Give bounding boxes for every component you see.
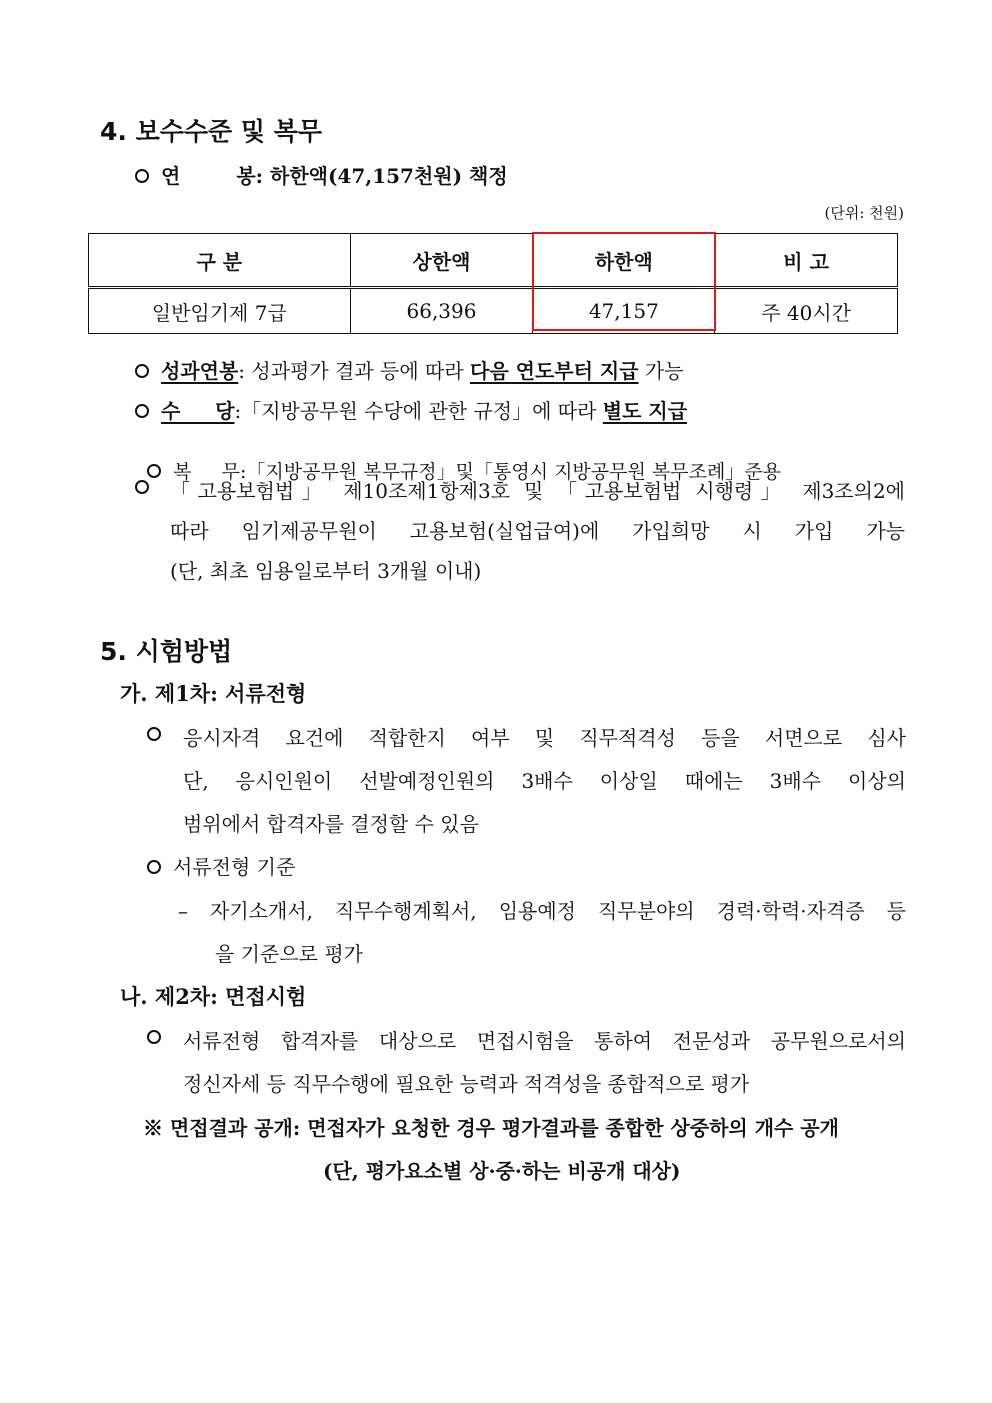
first-dash-line2: 을 기준으로 평가 (215, 942, 363, 966)
header-upper: 상한액 (350, 234, 533, 288)
header-category: 구 분 (89, 234, 351, 288)
salary-table (88, 233, 898, 334)
performance-end: 가능 (638, 359, 684, 383)
cell-upper: 66,396 (350, 288, 533, 334)
second-bullet1 (147, 1025, 173, 1049)
duty-text: 복 무:「지방공무원 복무규정」및「통영시 지방공무원 복무조례」준용 (173, 461, 782, 483)
second-b1-line2: 정신자세 등 직무수행에 필요한 능력과 적격성을 종합적으로 평가 (183, 1072, 750, 1096)
salary-text: 봉: 하한액(47,157천원) 책정 (236, 164, 508, 188)
first-b2-text: 서류전형 기준 (173, 855, 296, 879)
highlight-box (532, 232, 716, 331)
table-header-row (89, 234, 898, 288)
allowance-mid: :「지방공무원 수당에 관한 규정」에 따라 (234, 399, 603, 423)
performance-mid: : 성과평가 결과 등에 따라 (238, 359, 471, 383)
section4-title: 4. 보수수준 및 복무 (100, 117, 323, 146)
cell-grade: 일반임기제 7급 (89, 288, 351, 334)
circle-bullet-icon (135, 480, 149, 494)
interview-note-line1: ※ 면접결과 공개: 면접자가 요청한 경우 평가결과를 종합한 상중하의 개수 공개 (143, 1116, 839, 1140)
first-b1-line2: 단, 응시인원이 선발예정인원의 3배수 이상일 때에는 3배수 이상의 (183, 769, 906, 793)
first-bullet1 (147, 722, 173, 746)
second-b1-line1: 서류전형 합격자를 대상으로 면접시험을 통하여 전문성과 공무원으로서의 (183, 1029, 906, 1053)
bullet-allowance (135, 395, 687, 424)
insurance-line2: 따라 임기제공무원이 고용보험(실업급여)에 가입희망 시 가입 가능 (170, 519, 905, 543)
allowance-label: 수 당 (161, 399, 235, 423)
second-stage-title: 나. 제2차: 면접시험 (120, 984, 307, 1009)
first-dash-line1: – 자기소개서, 직무수행계획서, 임용예정 직무분야의 경력·학력·자격증 등 (178, 899, 906, 923)
cell-lower: 47,157 (533, 288, 715, 334)
first-b1-line1: 응시자격 요건에 적합한지 여부 및 직무적격성 등을 서면으로 심사 (183, 726, 906, 750)
performance-bold: 다음 연도부터 지급 (470, 359, 639, 383)
cell-note: 주 40시간 (715, 288, 898, 334)
circle-bullet-icon (135, 169, 149, 183)
header-lower: 하한액 (533, 234, 715, 288)
performance-label: 성과연봉 (161, 359, 239, 383)
first-bullet2 (147, 851, 295, 880)
interview-note-line2: (단, 평가요소별 상·중·하는 비공개 대상) (323, 1159, 681, 1183)
insurance-line1: 「고용보험법」 제10조제1항제3호 및 「고용보험법 시행령」 제3조의2에 (170, 479, 905, 503)
table-row (89, 288, 898, 334)
circle-bullet-icon (135, 404, 149, 418)
circle-bullet-icon (135, 364, 149, 378)
section5-title: 5. 시험방법 (100, 637, 233, 666)
first-stage-title: 가. 제1차: 서류전형 (120, 681, 307, 706)
circle-bullet-icon (147, 860, 161, 874)
circle-bullet-icon (147, 1030, 161, 1044)
header-note: 비 고 (715, 234, 898, 288)
bullet-insurance (135, 475, 161, 499)
first-b1-line3: 범위에서 합격자를 결정할 수 있음 (183, 812, 479, 836)
bullet-performance (135, 355, 684, 384)
salary-line (135, 160, 508, 189)
circle-bullet-icon (147, 727, 161, 741)
allowance-bold: 별도 지급 (602, 399, 688, 423)
salary-label: 연 (161, 164, 181, 188)
unit-label: (단위: 천원) (824, 204, 904, 222)
insurance-line3: (단, 최초 임용일로부터 3개월 이내) (170, 559, 482, 583)
